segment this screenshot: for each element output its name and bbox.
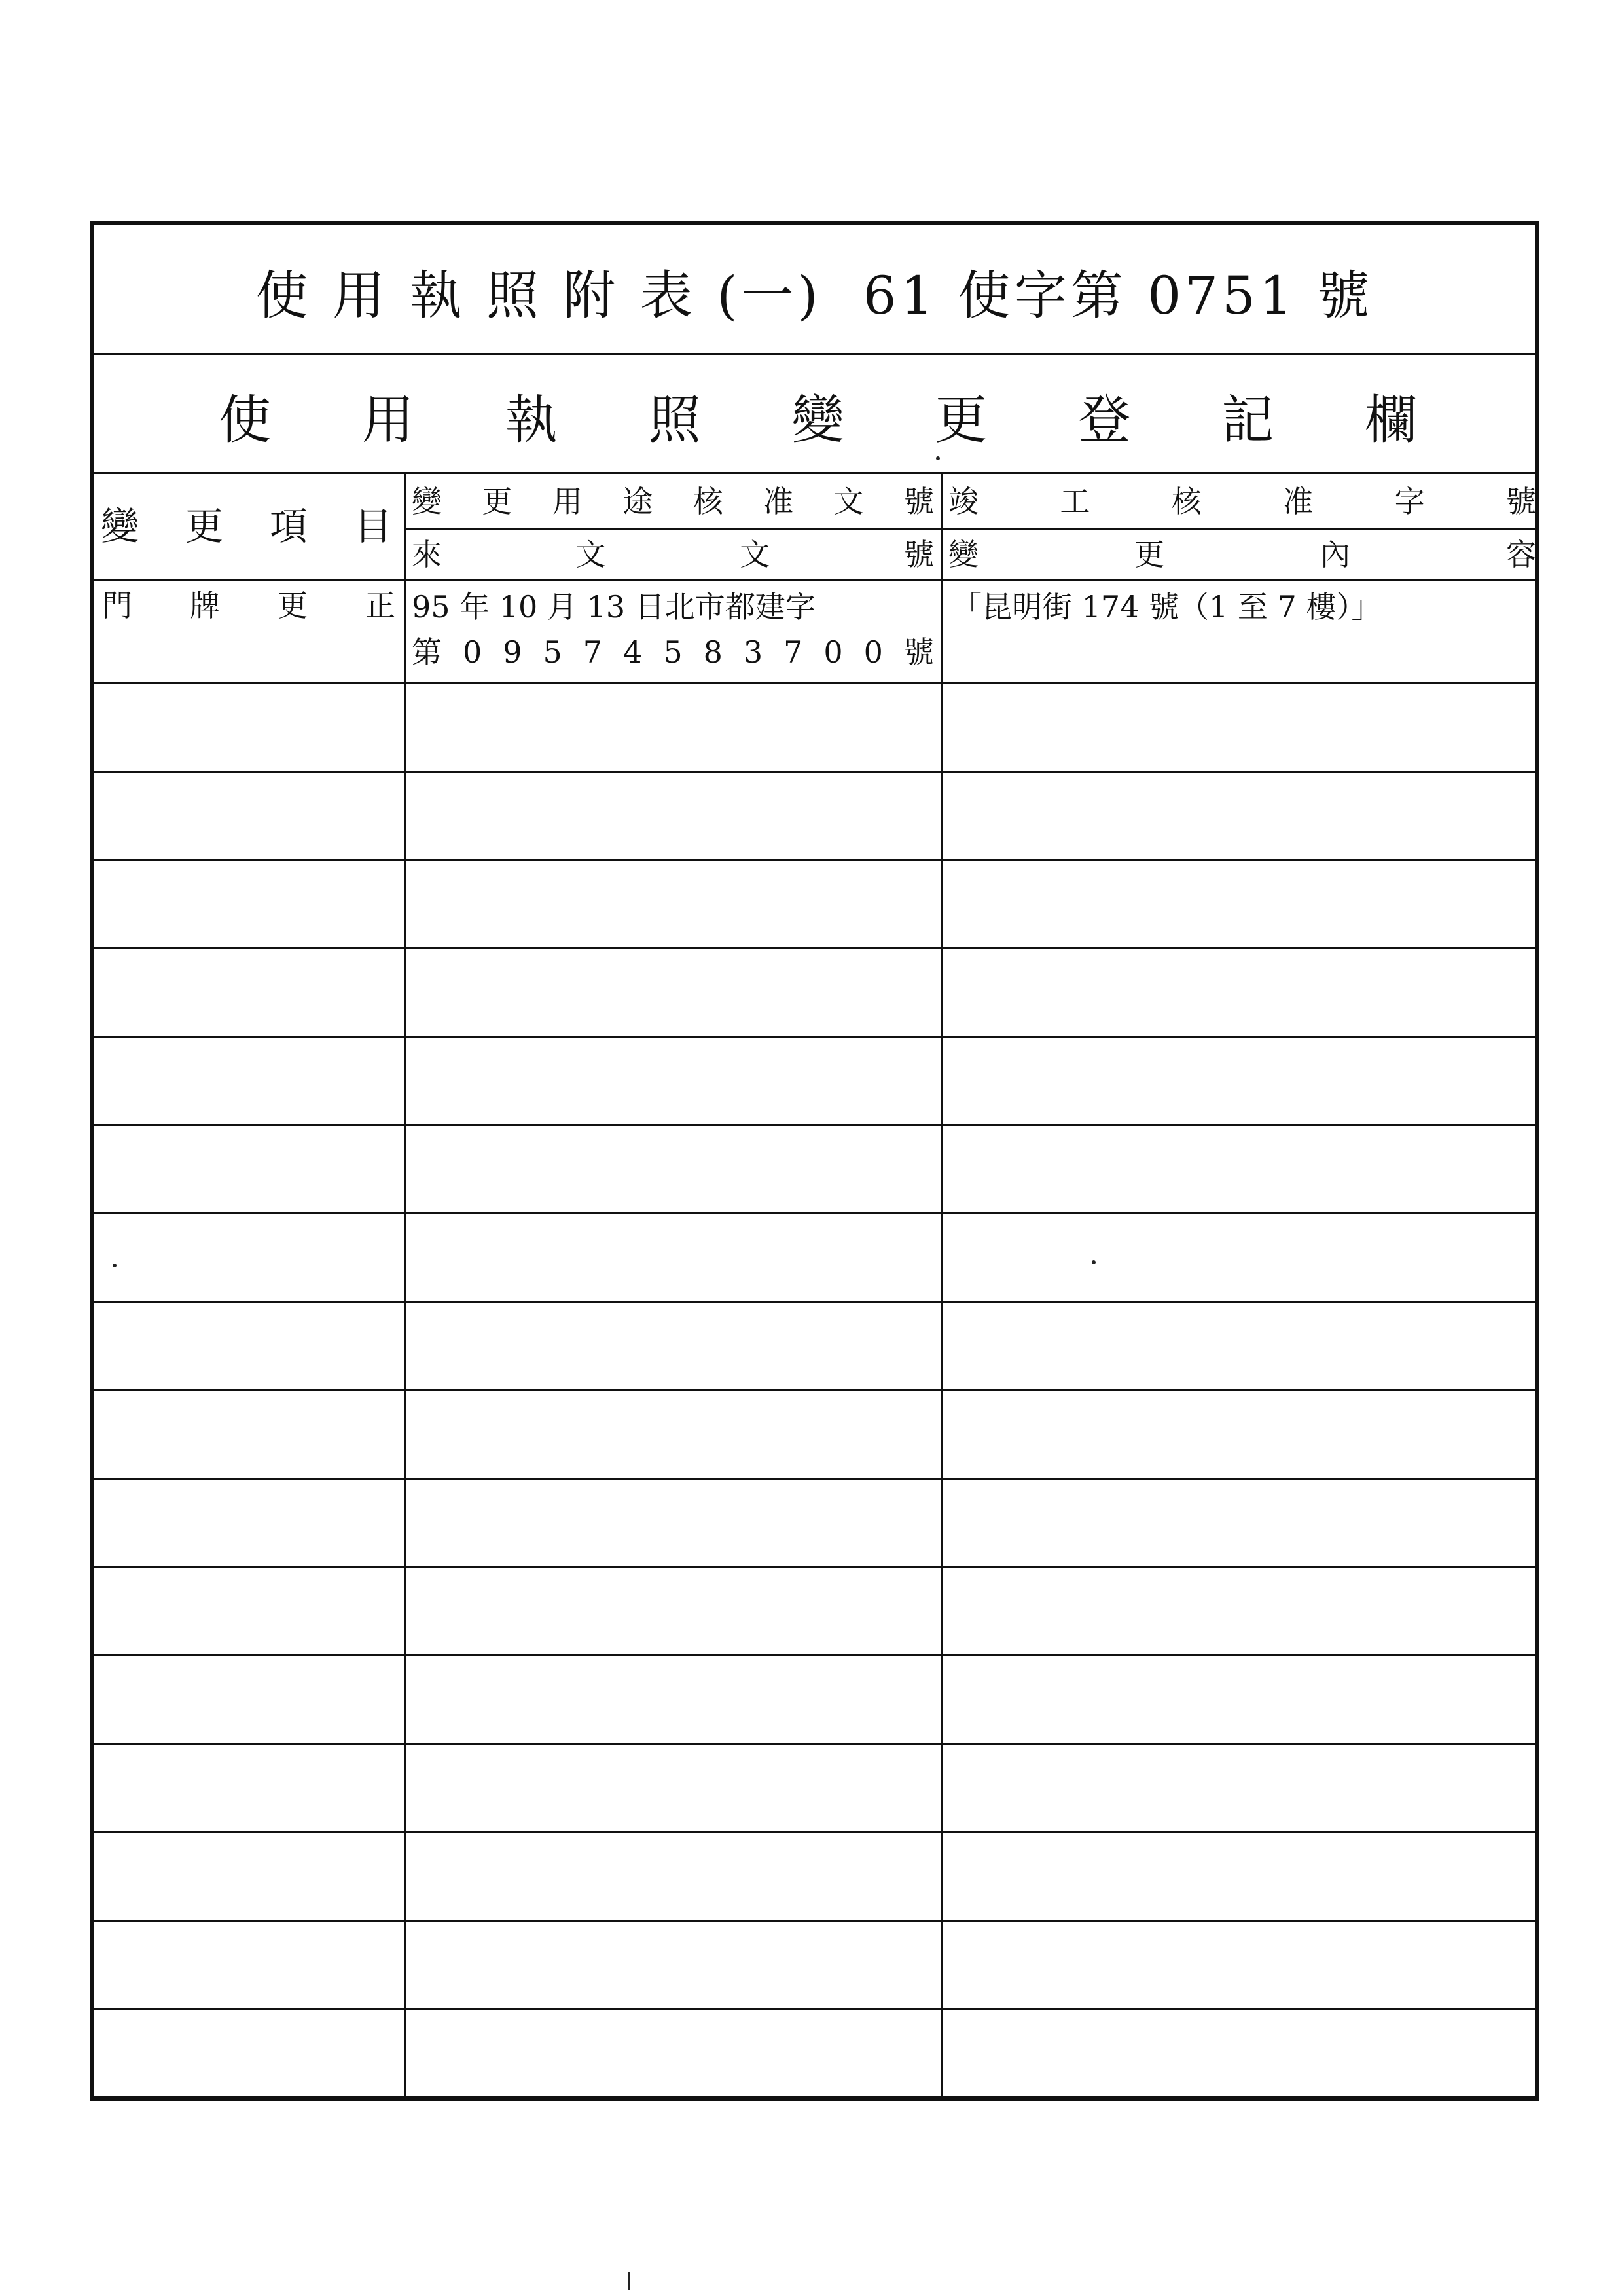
divider xyxy=(94,353,1535,355)
row-divider xyxy=(94,1036,1535,1038)
entry-char: 4 xyxy=(623,634,643,670)
row-divider xyxy=(94,859,1535,861)
header-char: 內 xyxy=(1320,537,1350,572)
row-divider xyxy=(94,682,1535,684)
header-char: 更 xyxy=(1134,537,1164,572)
entry-char: 第 xyxy=(412,634,442,670)
section-title-char: 登 xyxy=(1078,389,1131,450)
row-divider xyxy=(94,2008,1535,2010)
entry-char: 5 xyxy=(663,634,683,670)
section-title-char: 更 xyxy=(935,389,988,450)
row-divider xyxy=(94,1389,1535,1391)
row-divider xyxy=(94,1212,1535,1214)
header-char: 文 xyxy=(575,537,606,572)
entry-char: 7 xyxy=(583,634,603,670)
section-title xyxy=(219,356,1417,474)
entry-change-content: 「昆明街 174 號（1 至 7 樓）」 xyxy=(952,589,1382,625)
column-divider xyxy=(941,472,943,2096)
header-item xyxy=(101,474,392,579)
header-completion-no xyxy=(948,475,1536,528)
row-divider xyxy=(94,1566,1535,1568)
row-divider xyxy=(94,1831,1535,1833)
header-char: 字 xyxy=(1394,484,1425,519)
header-approval-doc xyxy=(412,475,934,528)
section-title-char: 欄 xyxy=(1365,389,1417,450)
header-change-content xyxy=(948,530,1536,579)
header-char: 途 xyxy=(622,484,653,519)
section-title-char: 執 xyxy=(505,389,558,450)
entry-char: 牌 xyxy=(190,588,220,623)
entry-char: 更 xyxy=(278,588,308,623)
scan-speck xyxy=(113,1264,117,1267)
header-char: 號 xyxy=(903,484,934,519)
entry-char: 號 xyxy=(903,634,934,670)
entry-char: 3 xyxy=(743,634,763,670)
row-divider xyxy=(94,1743,1535,1745)
header-char: 准 xyxy=(763,484,794,519)
header-char: 容 xyxy=(1506,537,1536,572)
header-char: 文 xyxy=(833,484,864,519)
header-char: 更 xyxy=(482,484,512,519)
header-bottom-line xyxy=(94,579,1535,581)
header-char: 核 xyxy=(692,484,723,519)
entry-char: 9 xyxy=(503,634,522,670)
scan-speck xyxy=(628,2272,630,2290)
header-char: 變 xyxy=(948,537,979,572)
header-char: 來 xyxy=(412,537,442,572)
entry-char: 8 xyxy=(703,634,723,670)
header-char: 工 xyxy=(1060,484,1090,519)
row-divider xyxy=(94,771,1535,773)
entry-char: 0 xyxy=(823,634,843,670)
section-title-char: 記 xyxy=(1221,389,1274,450)
form-title: 使 用 執 照 附 表 (一) 61 使字第 0751 號 xyxy=(255,264,1374,326)
header-char: 項 xyxy=(269,504,308,549)
section-title-char: 使 xyxy=(219,389,271,450)
header-char: 文 xyxy=(740,537,770,572)
row-divider xyxy=(94,1920,1535,1922)
row-divider xyxy=(94,1478,1535,1480)
entry-item xyxy=(102,588,395,623)
entry-doc-line2 xyxy=(412,636,934,668)
entry-doc-line1: 95 年 10 月 13 日北市都建字 xyxy=(412,589,816,625)
entry-char: 0 xyxy=(462,634,482,670)
section-title-char: 變 xyxy=(791,389,844,450)
header-char: 目 xyxy=(353,504,392,549)
header-char: 用 xyxy=(552,484,583,519)
entry-char: 正 xyxy=(365,588,395,623)
header-char: 變 xyxy=(101,504,139,549)
row-divider xyxy=(94,1124,1535,1126)
entry-char: 7 xyxy=(783,634,803,670)
header-char: 號 xyxy=(903,537,934,572)
entry-char: 0 xyxy=(863,634,883,670)
entry-char: 門 xyxy=(102,588,132,623)
header-char: 准 xyxy=(1283,484,1314,519)
header-char: 更 xyxy=(185,504,223,549)
scan-speck xyxy=(1092,1260,1096,1264)
row-divider xyxy=(94,947,1535,949)
entry-char: 5 xyxy=(543,634,562,670)
column-divider xyxy=(404,472,406,2096)
header-char: 竣 xyxy=(948,484,979,519)
row-divider xyxy=(94,1301,1535,1303)
header-char: 號 xyxy=(1505,484,1536,519)
section-title-char: 照 xyxy=(648,389,701,450)
section-title-char: 用 xyxy=(361,389,414,450)
header-char: 核 xyxy=(1171,484,1202,519)
change-registration-form xyxy=(90,221,1539,2101)
header-char: 變 xyxy=(412,484,442,519)
header-incoming-doc xyxy=(412,530,934,579)
row-divider xyxy=(94,1654,1535,1656)
scan-speck xyxy=(936,456,940,460)
